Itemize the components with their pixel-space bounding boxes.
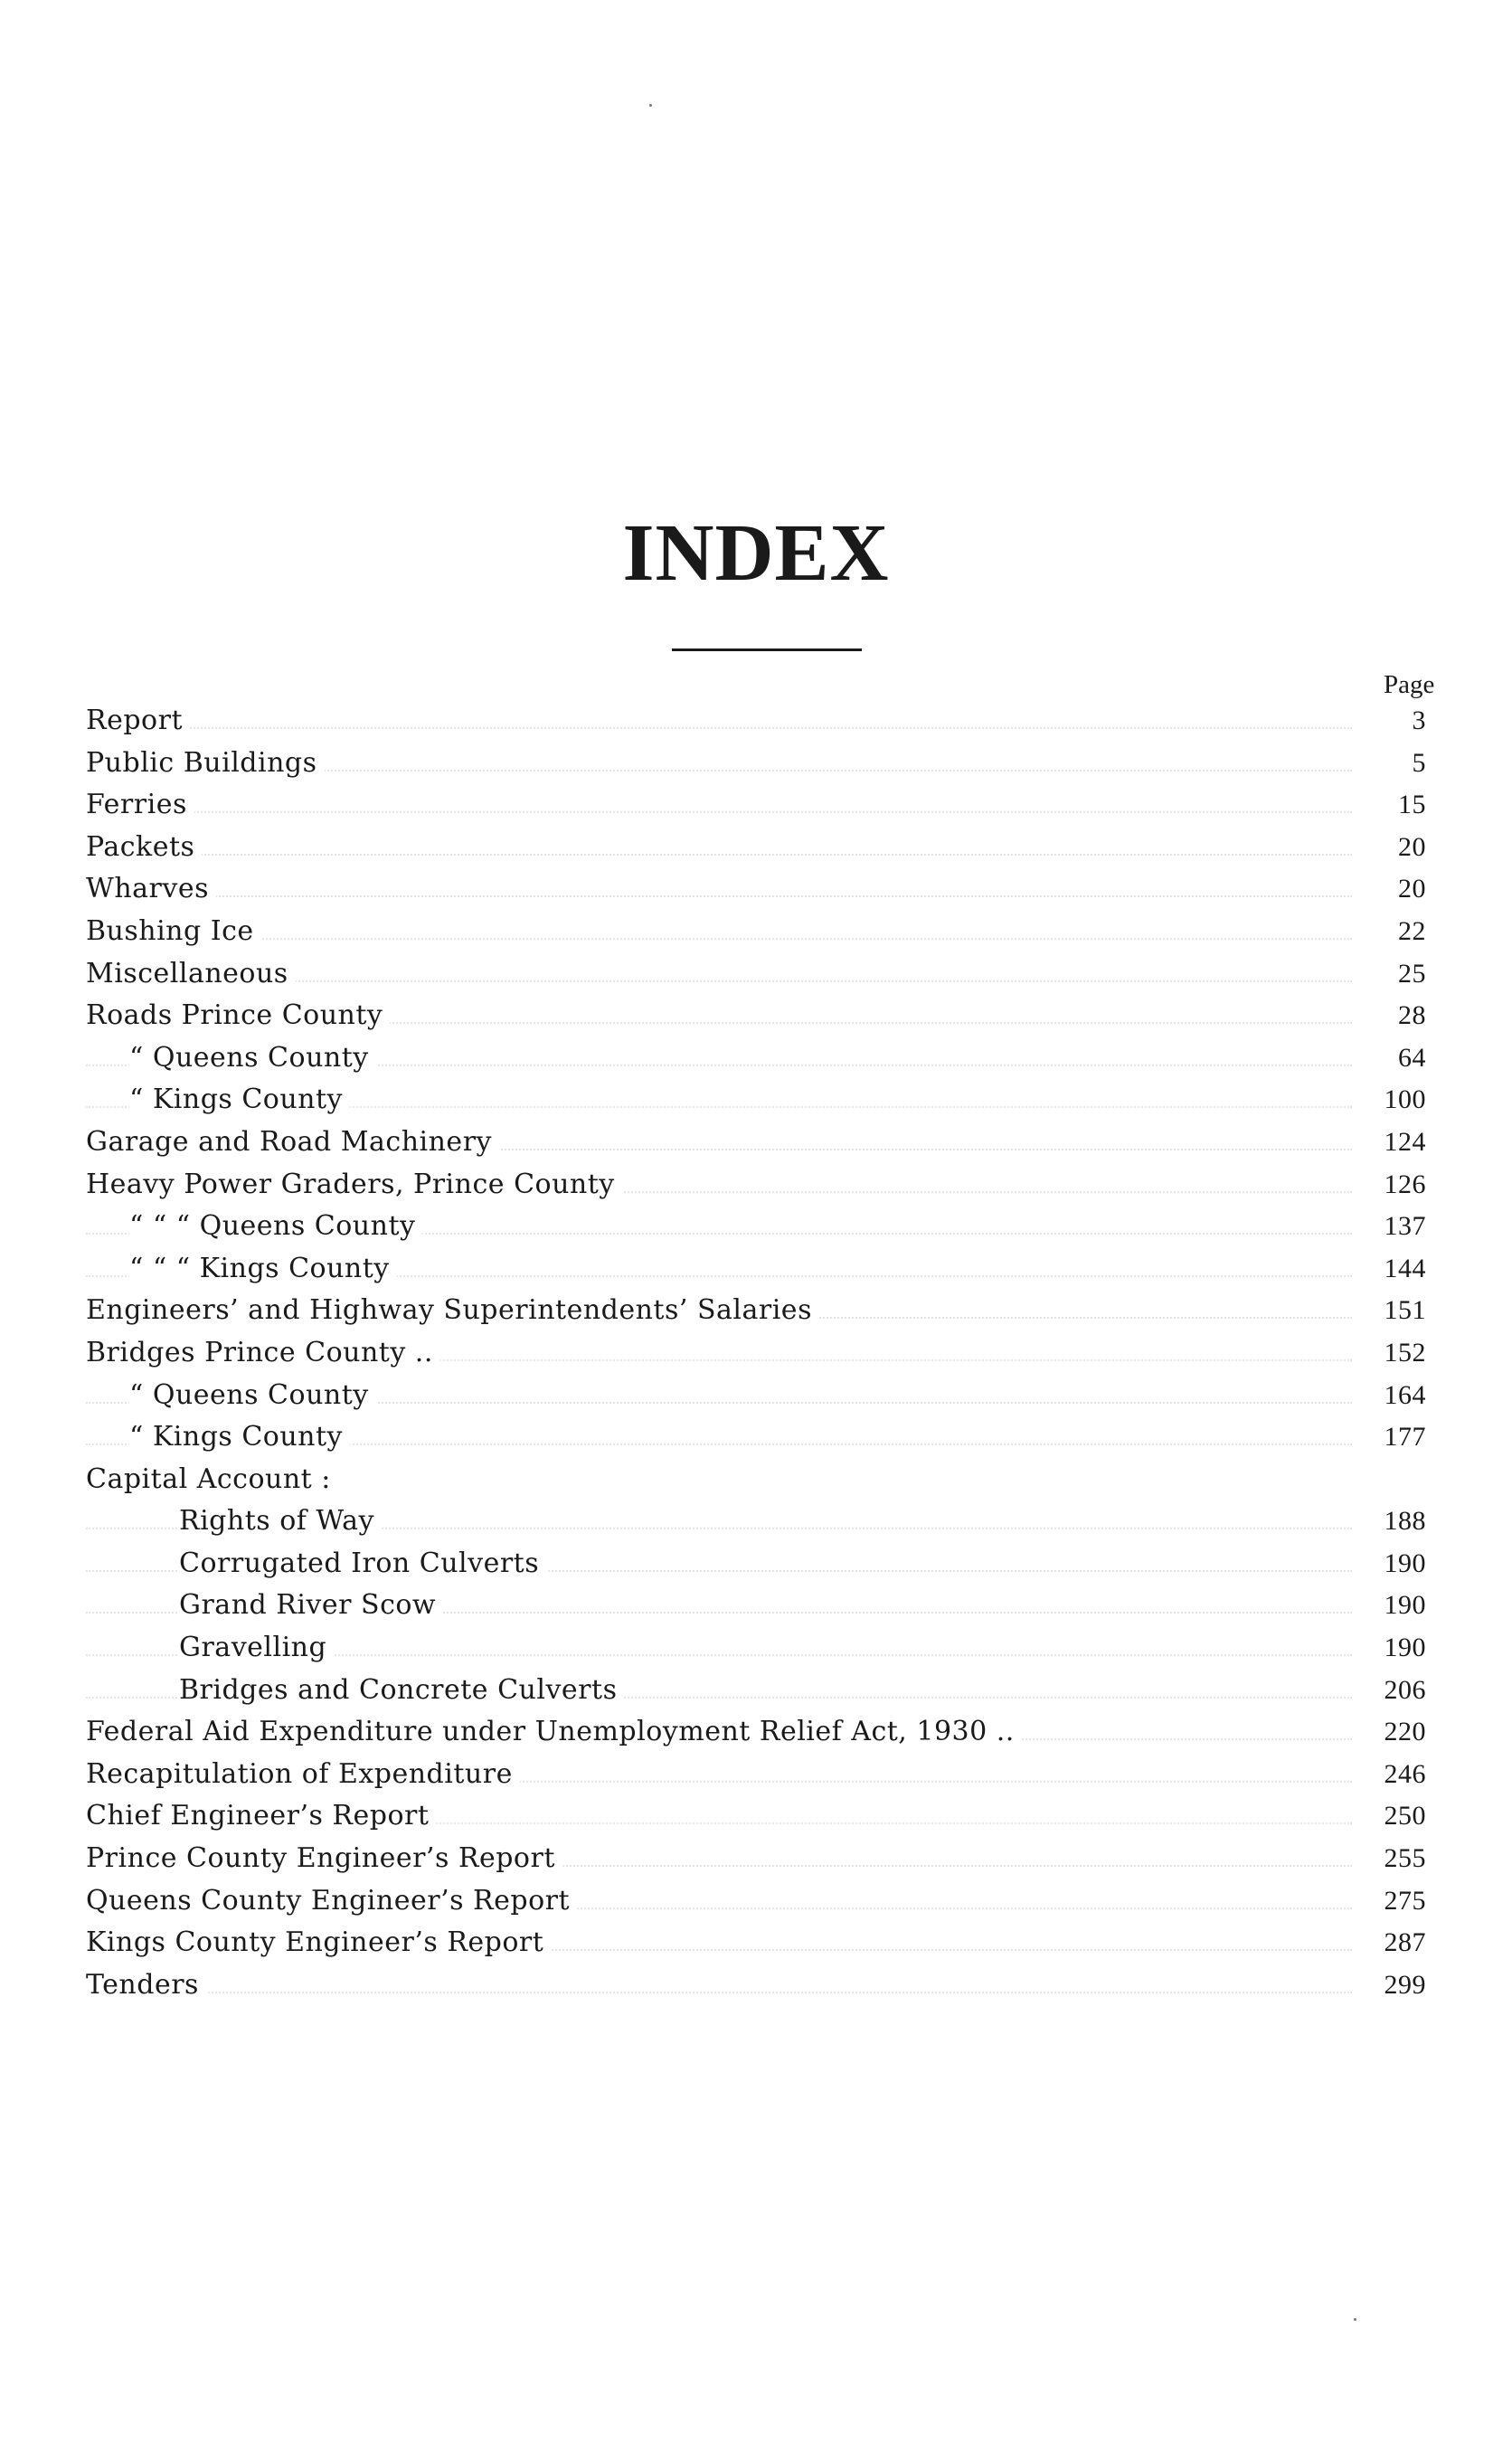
entry-page-number: 126 <box>1384 1169 1426 1199</box>
dot-leader <box>86 811 1352 813</box>
index-entry <box>86 1375 1433 1417</box>
entry-page-number: 188 <box>1384 1506 1426 1537</box>
dot-leader <box>86 727 1352 729</box>
index-entry <box>86 1964 1433 2007</box>
entry-page-number: 246 <box>1384 1758 1426 1789</box>
entry-page-number: 5 <box>1412 747 1426 778</box>
index-entry <box>86 911 1433 953</box>
title-underline <box>672 648 862 651</box>
dot-leader <box>86 895 1352 897</box>
entry-label: Public Buildings <box>86 743 325 785</box>
entry-page-number: 64 <box>1398 1042 1426 1073</box>
entry-page-number: 137 <box>1384 1211 1426 1242</box>
index-entry <box>86 1922 1433 1964</box>
entry-label: Corrugated Iron Culverts <box>179 1543 546 1585</box>
entry-page-number: 20 <box>1398 831 1426 862</box>
index-entry <box>86 743 1433 785</box>
entry-label: “ Queens County <box>129 1037 376 1080</box>
entry-page-number: 287 <box>1384 1927 1426 1958</box>
index-entry <box>86 1880 1433 1923</box>
index-entry <box>86 700 1433 743</box>
entry-page-number: 255 <box>1384 1843 1426 1874</box>
entry-page-number: 151 <box>1384 1295 1426 1326</box>
entry-label: Recapitulation of Expenditure <box>86 1754 520 1796</box>
index-entry <box>86 868 1433 911</box>
entry-page-number: 220 <box>1384 1717 1426 1747</box>
entry-page-number: 190 <box>1384 1548 1426 1578</box>
entry-page-number: 250 <box>1384 1801 1426 1832</box>
entry-label: Bushing Ice <box>86 911 261 953</box>
dot-leader <box>86 1992 1352 1993</box>
entry-label: Tenders <box>86 1964 206 2007</box>
page-column-header: Page <box>1384 670 1435 699</box>
index-entry <box>86 1711 1433 1754</box>
entry-label: “ “ “ Kings County <box>129 1248 397 1291</box>
entry-label: “ “ “ Queens County <box>129 1206 422 1248</box>
index-entry <box>86 1164 1433 1207</box>
entry-label: Bridges and Concrete Culverts <box>179 1670 624 1712</box>
entry-page-number: 177 <box>1384 1422 1426 1453</box>
index-entry <box>86 1670 1433 1712</box>
entry-label: Bridges Prince County .. <box>86 1332 440 1375</box>
entry-label: Ferries <box>86 784 194 827</box>
entry-label: Roads Prince County <box>86 995 390 1037</box>
index-entry <box>86 1754 1433 1796</box>
entry-label: Report <box>86 700 190 743</box>
index-entry <box>86 784 1433 827</box>
dot-leader <box>86 938 1352 940</box>
entry-page-number: 28 <box>1398 1000 1426 1031</box>
entry-label: “ Queens County <box>129 1375 376 1417</box>
index-entry <box>86 1332 1433 1375</box>
index-entry <box>86 1543 1433 1585</box>
entry-label: “ Kings County <box>129 1416 350 1459</box>
scan-speck <box>1354 2318 1356 2321</box>
index-entry <box>86 1416 1433 1459</box>
entry-page-number: 15 <box>1398 790 1426 820</box>
entry-page-number: 22 <box>1398 915 1426 946</box>
entry-page-number: 100 <box>1384 1084 1426 1115</box>
index-entry <box>86 827 1433 869</box>
entry-page-number: 164 <box>1384 1379 1426 1410</box>
entry-label: Wharves <box>86 868 216 911</box>
entry-page-number: 275 <box>1384 1885 1426 1916</box>
index-entry <box>86 1248 1433 1291</box>
entry-page-number: 124 <box>1384 1126 1426 1157</box>
index-entry <box>86 953 1433 996</box>
index-entry <box>86 995 1433 1037</box>
index-entry <box>86 1079 1433 1122</box>
entry-label: Engineers’ and Highway Superintendents’ Salaries <box>86 1290 819 1332</box>
entry-label: “ Kings County <box>129 1079 350 1122</box>
dot-leader <box>86 854 1352 856</box>
entry-label: Garage and Road Machinery <box>86 1122 499 1164</box>
entry-label: Chief Engineer’s Report <box>86 1795 436 1838</box>
entry-label: Capital Account : <box>86 1459 338 1501</box>
entry-page-number: 3 <box>1412 705 1426 735</box>
index-entry <box>86 1585 1433 1627</box>
entry-page-number: 190 <box>1384 1633 1426 1663</box>
entry-label: Packets <box>86 827 202 869</box>
entry-label: Kings County Engineer’s Report <box>86 1922 551 1964</box>
entry-page-number: 152 <box>1384 1337 1426 1368</box>
entry-page-number: 20 <box>1398 874 1426 904</box>
index-entry <box>86 1290 1433 1332</box>
entry-page-number: 206 <box>1384 1674 1426 1705</box>
index-entry <box>86 1122 1433 1164</box>
index-entry <box>86 1206 1433 1248</box>
index-entry <box>86 1838 1433 1880</box>
entry-page-number: 190 <box>1384 1590 1426 1621</box>
entry-label: Heavy Power Graders, Prince County <box>86 1164 622 1207</box>
entry-label: Gravelling <box>179 1627 334 1670</box>
entry-page-number: 299 <box>1384 1969 1426 2000</box>
entry-label: Rights of Way <box>179 1500 382 1543</box>
index-entry <box>86 1627 1433 1670</box>
entry-page-number: 144 <box>1384 1253 1426 1283</box>
index-entry <box>86 1459 1433 1501</box>
index-entry <box>86 1795 1433 1838</box>
index-entry <box>86 1500 1433 1543</box>
entry-label: Queens County Engineer’s Report <box>86 1880 577 1923</box>
entry-label: Miscellaneous <box>86 953 296 996</box>
index-entries-list <box>86 700 1433 2006</box>
entry-label: Prince County Engineer’s Report <box>86 1838 562 1880</box>
entry-label: Grand River Scow <box>179 1585 443 1627</box>
entry-label: Federal Aid Expenditure under Unemployment Relief Act, 1930 .. <box>86 1711 1022 1754</box>
index-entry <box>86 1037 1433 1080</box>
page-title: INDEX <box>622 508 890 598</box>
scan-speck <box>649 104 652 107</box>
entry-page-number: 25 <box>1398 958 1426 989</box>
